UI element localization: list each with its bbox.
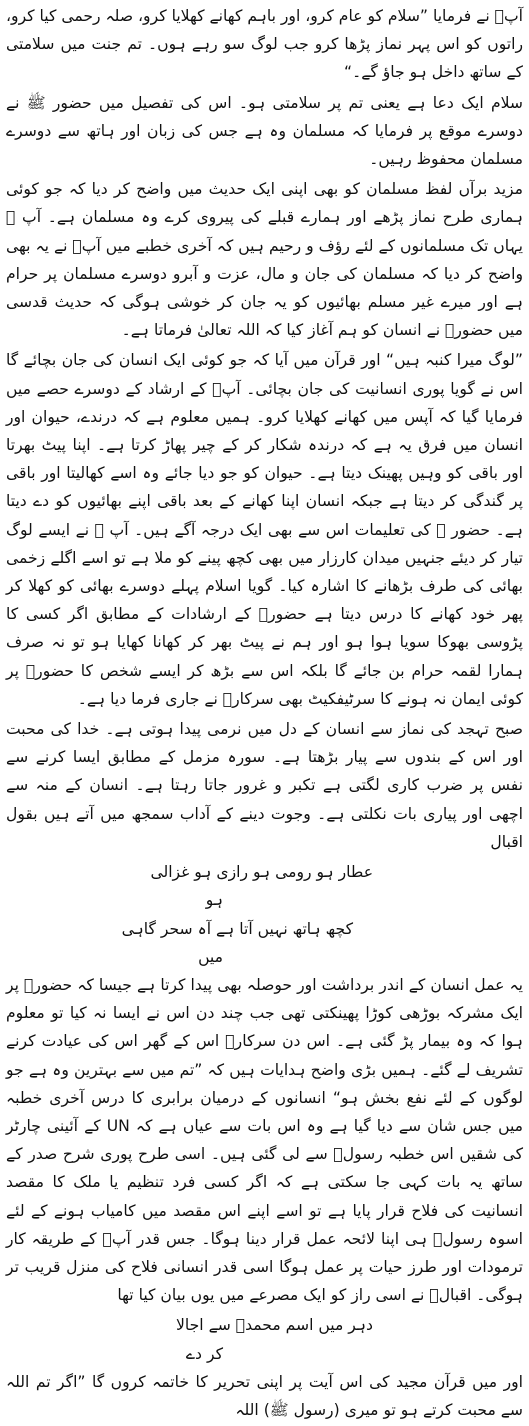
verse-line: ہو <box>205 891 223 910</box>
paragraph-4: ”لوگ میرا کنبہ ہیں“ اور قرآن میں آیا کہ جو کوئی ایک انسان کی جان بچائے گا اس نے گویا پوری انسانیت کی جان بچائی۔ آپؐ کے ارشاد کے دوسرے حصے میں فرمایا گیا کہ آپس میں کھانے کھلایا کرو۔ ہمیں معلوم ہے کہ درندے، حیوان اور انسان میں فرق یہ ہے کہ درندہ شکار کر کے چیر پھاڑ کرتا ہے۔ اپنا پیٹ بھرتا اور باقی کو وہیں پھینک دیتا ہے۔ حیوان کو جو دیا جائے وہ اسے کھالیتا اور باقی پر گندگی کر دیتا ہے جبکہ انسان اپنا کھانے کے بعد باقی اپنے بھائیوں کو دے دیتا ہے۔ حضور ﷺ کی تعلیمات اس سے بھی ایک درجہ آگے ہیں۔ آپ ﷺ نے ایسے لوگ تیار کر دیئے جنہیں میدان کارزار میں بھی کچھ پینے کو ملا ہے تو اسے اگلے زخمی بھائی کی طرف بڑھانے کا اشارہ کیا۔ گویا اسلام پہلے دوسرے بھائی کو کھلا کر پھر خود کھانے کا درس دیتا ہے حضورؐ کے ارشادات کے مطابق اگر کسی کا پڑوسی بھوکا سویا ہوا ہو اور ہم نے پیٹ بھر کر کھانا کھایا ہو تو نہ صرف ہمارا لقمہ حرام بن جائے گا بلکہ اس سے بڑھ کر ایسے شخص کا حضورؐ پر کوئی ایمان نہ ہونے کا سرٹیفکیٹ بھی سرکارؐ نے جاری فرما دیا ہے۔ <box>6 351 523 708</box>
poetry-verse-2 <box>6 1311 523 1367</box>
paragraph-5: صبح تہجد کی نماز سے انسان کے دل میں نرمی پیدا ہوتی ہے۔ خدا کی محبت اور اس کے بندوں سے پیار بڑھتا ہے۔ سورہ مزمل کے مطابق ایسا کرنے سے نفس پر ضرب کاری لگتی ہے تکبر و غرور جاتا رہتا ہے۔ انسان کے منہ سے اچھی اور پیاری بات نکلتی ہے۔ وجوت دینے کے آداب سمجھ میں آتے ہیں بقول اقبال <box>6 720 523 851</box>
verse-line: دہر میں اسم محمدؐ سے اجالا <box>176 1316 373 1335</box>
paragraph-2: سلام ایک دعا ہے یعنی تم پر سلامتی ہو۔ اس کی تفصیل میں حضور ﷺ نے دوسرے موقع پر فرمایا کہ مسلمان وہ ہے جس کی زبان اور ہاتھ سے دوسرے مسلمان محفوظ رہیں۔ <box>6 93 523 169</box>
verse-line: کچھ ہاتھ نہیں آتا ہے آہ سحر گاہی <box>121 919 353 938</box>
poetry-verse-1 <box>6 858 523 971</box>
paragraph-3: مزید برآں لفظ مسلمان کو بھی اپنی ایک حدیث میں واضح کر دیا کہ جو کوئی ہماری طرح نماز پڑھے اور ہمارے قبلے کی پیروی کرے وہ مسلمان ہے۔ آپ ﷺ یہاں تک مسلمانوں کے لئے رؤف و رحیم ہیں کہ آخری خطبے میں آپؐ نے یہ بھی واضح کر دیا کہ مسلمان کی جان و مال، عزت و آبرو دوسرے مسلمان پر حرام ہے اور میرے غیر مسلم بھائیوں کو یہ جان کر خوشی ہوگی کہ حدیث قدسی میں حضورؐ نے انسان کو ہم آغاز کیا کہ اللہ تعالیٰ فرماتا ہے۔ <box>6 180 523 340</box>
verse-line: کر دے <box>185 1344 223 1363</box>
article-body <box>6 2 523 1426</box>
paragraph-6: یہ عمل انسان کے اندر برداشت اور حوصلہ بھی پیدا کرتا ہے جیسا کہ حضورؐ پر ایک مشرکہ بوڑھی کوڑا پھینکتی تھی جب چند دن اس نے ایسا نہ کیا تو معلوم ہوا کہ وہ بیمار پڑ گئی ہے۔ اس دن سرکارؐ اس کے گھر اس کی عیادت کرنے تشریف لے گئے۔ ہمیں بڑی واضح ہدایات ہیں کہ ”تم میں سے بہترین وہ ہے جو لوگوں کے لئے نفع بخش ہو“ انسانوں کے درمیان برابری کا درس آخری خطبہ میں جس شان سے دیا گیا ہے وہ اس بات سے عیاں ہے کہ UN کے آئینی چارٹر کی شقیں اس خطبہ رسولؐ سے لی گئی ہیں۔ اسی طرح پوری شرح صدر کے ساتھ یہ بات کہی جا سکتی ہے کہ اگر کسی فرد تنظیم یا ملک کا مقصد انسانیت کی فلاح قرار پایا ہے تو اسے اپنے اس مقصد میں کامیاب ہونے کے لئے اسوہ رسولؐ ہی اپنا لائحہ عمل قرار دینا ہوگا۔ جس قدر آپؐ کے طریقہ کار ترمودات اور طرز حیات پر عمل ہوگا اسی قدر انسانی فلاح کی منزل قریب تر ہوگی۔ اقبالؒ نے اسی راز کو ایک مصرعے میں یوں بیان کیا تھا <box>6 975 523 1305</box>
verse-line: عطار ہو رومی ہو رازی ہو غزالی <box>150 863 373 882</box>
verse-line: میں <box>198 947 223 966</box>
closing-paragraph: اور میں قرآن مجید کی اس آیت پر اپنی تحریر کا خاتمہ کروں گا ”اگر تم اللہ سے محبت کرتے ہو تو میری (رسول ﷺ) اللہ <box>6 1372 523 1419</box>
paragraph-1: آپؐ نے فرمایا ”سلام کو عام کرو، اور باہم کھانے کھلایا کرو، صلہ رحمی کیا کرو، راتوں کو اس پہر نماز پڑھا کرو جب لوگ سو رہے ہوں۔ تم جنت میں سلامتی کے ساتھ داخل ہو جاؤ گے۔“ <box>6 7 523 82</box>
